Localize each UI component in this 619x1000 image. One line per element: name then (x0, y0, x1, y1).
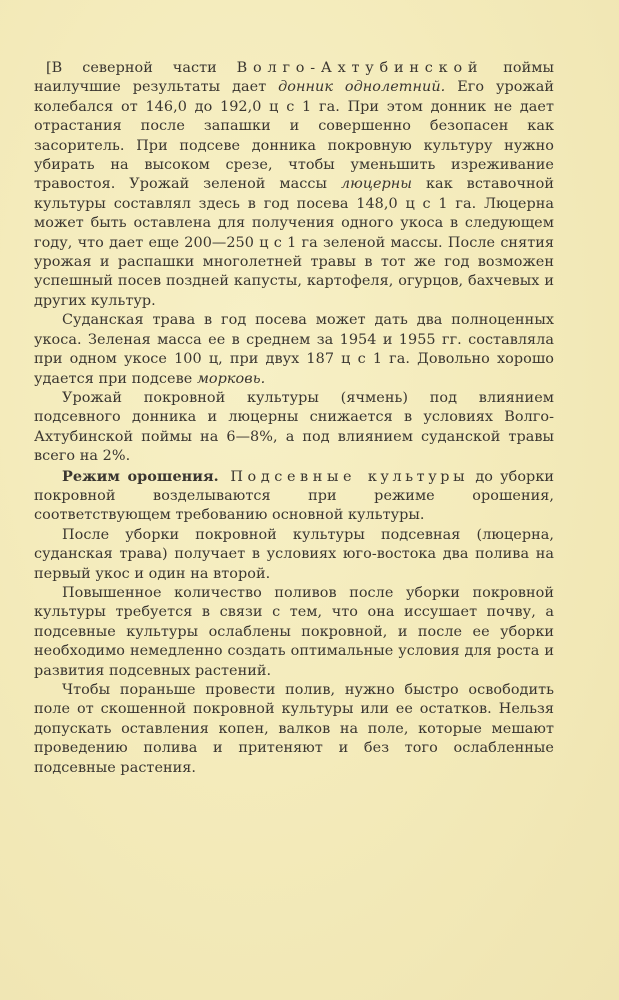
p4-spaced-2: культуры (367, 468, 469, 485)
p4-spaced-1: Подсевные (218, 468, 368, 485)
p1-text-1: [В северной части (46, 60, 237, 76)
paragraph-3: Урожай покровной культуры (ячмень) под влиянием подсевного донника и люцерны снижается в условиях Волго-Ахтубинской поймы на 6—8%, а под влиянием суданской травы всего на 2%. (34, 389, 554, 465)
page-text (34, 59, 554, 778)
section-heading-irrigation-regime: Режим орошения. (62, 467, 219, 485)
paragraph-1 (34, 59, 554, 311)
p1-text-4: как вставочной культуры составлял здесь в год посева 148,0 ц с 1 га. Люцерна может быть оставлена для получения одного укоса в следующем году, что дает еще 200—250 ц с 1 га зеленой массы. После снятия урожая и распашки многолетней травы в тот же год возможен успешный посев поздней капусты, картофеля, огурцов, бахчевых и других культур. (34, 176, 555, 309)
paragraph-5: После уборки покровной культуры подсевная (люцерна, суданская трава) получает в условиях юго-востока два полива на первый укос и один на второй. (34, 526, 554, 582)
p1-italic-lyucerny: люцерны (340, 176, 413, 193)
p1-text-3: Его урожай колебался от 146,0 до 192,0 ц с 1 га. При этом донник не дает отрастания после запашки и совершенно безопасен как засоритель. При подсеве донника покровную культуру нужно убирать на высоком срезе, чтобы уменьшить изреживание травостоя. Урожай зеленой массы (34, 79, 554, 193)
p2-text-1: Суданская трава в год посева может дать два полноценных укоса. Зеленая масса ее в среднем за 1954 и 1955 гг. составляла при одном укосе 100 ц, при двух 187 ц с 1 га. Довольно хорошо удается при подсеве (34, 312, 554, 387)
p1-text-2: поймы наилучшие результаты дает (34, 60, 554, 96)
paragraph-7: Чтобы пораньше провести полив, нужно быстро освободить поле от скошенной покровной культуры или ее остатков. Нельзя допускать оставления копен, валков на поле, которые мешают проведению полива и притеняют и без того ослабленные подсевные растения. (34, 682, 554, 776)
p1-italic-donnik: донник однолетний. (278, 79, 446, 96)
p4-text: до уборки покровной возделываются при режиме орошения, соответствующем требованию основной культуры. (34, 468, 554, 524)
p1-spaced-region-name: Волго-Ахтубинской (236, 60, 484, 76)
paragraph-4 (34, 467, 554, 526)
p2-italic-morkov: морковь. (196, 370, 266, 387)
paragraph-2 (34, 311, 554, 389)
paragraph-6: Повышенное количество поливов после уборки покровной культуры требуется в связи с тем, что она иссушает почву, а подсевные культуры ослаблены покровной, и после ее уборки необходимо немедленно создать оптимальные условия для роста и развития подсевных растений. (34, 584, 554, 679)
